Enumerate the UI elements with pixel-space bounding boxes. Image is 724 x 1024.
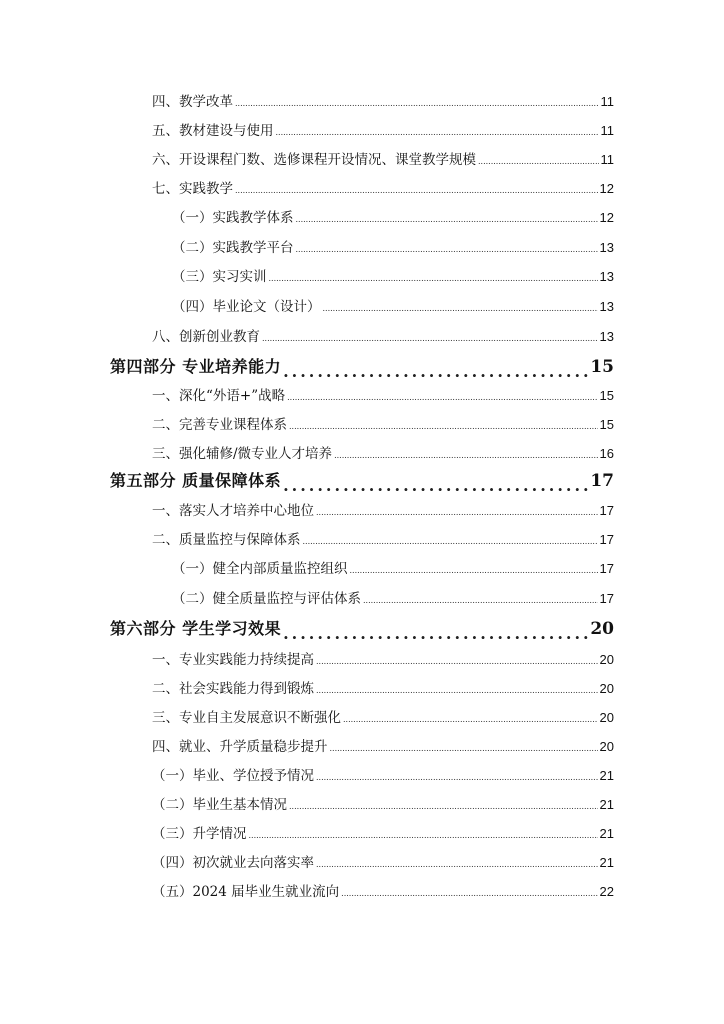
dot-leader [249,832,598,846]
toc-title: 八、创新创业教育 [152,329,260,345]
dot-leader [269,275,598,289]
dot-leader [316,687,598,701]
toc-title: 四、就业、升学质量稳步提升 [152,739,328,755]
dot-leader [276,129,599,143]
toc-part-heading[interactable] [0,466,614,496]
toc-page-number: 13 [599,299,614,314]
toc-entry[interactable] [0,706,614,730]
toc-entry[interactable] [0,148,614,172]
toc-entry[interactable] [0,587,614,611]
toc-entry[interactable] [0,499,614,523]
toc-entry[interactable] [0,648,614,672]
dot-leader [296,216,598,230]
dot-leader [478,158,599,172]
toc-entry[interactable] [0,793,614,817]
toc-entry[interactable] [0,413,614,437]
toc-part-heading[interactable] [0,614,614,644]
toc-page-number: 17 [599,591,614,606]
dot-leader [316,509,598,523]
toc-title: 二、质量监控与保障体系 [152,532,301,548]
toc-entry[interactable] [0,528,614,552]
toc-entry[interactable] [0,880,614,904]
toc-page-number: 15 [599,417,614,432]
dot-leader [289,803,598,817]
toc-title: （三）升学情况 [152,826,247,842]
dot-leader [316,861,598,875]
toc-entry[interactable] [0,177,614,201]
toc-title: （二）毕业生基本情况 [152,797,287,813]
toc-page-number: 20 [599,652,614,667]
toc-page-number: 21 [599,826,614,841]
toc-title: 六、开设课程门数、选修课程开设情况、课堂教学规模 [152,152,476,168]
toc-entry[interactable] [0,236,614,260]
toc-page-number: 12 [599,181,614,196]
dot-leader [341,890,597,904]
dot-leader [323,305,598,319]
toc-entry[interactable] [0,677,614,701]
toc-entry[interactable] [0,119,614,143]
dot-leader [283,478,588,496]
dot-leader [289,423,598,437]
toc-entry[interactable] [0,384,614,408]
dot-leader [303,538,598,552]
toc-page-number: 17 [599,561,614,576]
toc-page-number: 11 [600,152,614,167]
toc-title: （四）初次就业去向落实率 [152,855,314,871]
dot-leader [334,452,597,466]
toc-page-number: 20 [599,739,614,754]
dot-leader [287,394,597,408]
toc-title: 七、实践教学 [152,181,233,197]
dot-leader [330,745,598,759]
toc-entry[interactable] [0,295,614,319]
dot-leader [343,716,598,730]
toc-title: 第四部分 专业培养能力 [110,357,282,376]
toc-title: （四）毕业论文（设计） [172,299,321,315]
dot-leader [283,364,588,382]
dot-leader [316,774,598,788]
toc-title: 第五部分 质量保障体系 [110,471,282,490]
toc-page-number: 13 [599,269,614,284]
dot-leader [316,658,598,672]
toc-title: （五）2024 届毕业生就业流向 [152,884,340,900]
dot-leader [235,187,598,201]
toc-page-number: 11 [600,123,614,138]
toc-title: （二）健全质量监控与评估体系 [172,591,361,607]
toc-page-number: 20 [599,710,614,725]
toc-title: 一、专业实践能力持续提高 [152,652,314,668]
dot-leader [283,626,588,644]
toc-title: （二）实践教学平台 [172,240,294,256]
toc-title: 四、教学改革 [152,94,233,110]
toc-part-heading[interactable] [0,352,614,382]
toc-page-number: 22 [599,884,614,899]
toc-page-number: 17 [599,532,614,547]
toc-title: 三、专业自主发展意识不断强化 [152,710,341,726]
toc-page-number: 15 [599,388,614,403]
toc-entry[interactable] [0,325,614,349]
toc-title: 二、完善专业课程体系 [152,417,287,433]
toc-title: （三）实习实训 [172,269,267,285]
toc-page-number: 17 [599,503,614,518]
toc-title: 三、强化辅修/微专业人才培养 [152,446,333,462]
toc-page-number: 15 [590,357,614,377]
dot-leader [363,597,598,611]
toc-entry[interactable] [0,557,614,581]
dot-leader [262,335,598,349]
toc-title: 一、深化“外语+”战略 [152,388,286,404]
toc-title: （一）健全内部质量监控组织 [172,561,348,577]
toc-page-number: 11 [600,94,614,109]
toc-title: （一）毕业、学位授予情况 [152,768,314,784]
toc-entry[interactable] [0,206,614,230]
toc-page-number: 13 [599,329,614,344]
toc-page-number: 20 [599,681,614,696]
toc-page-number: 21 [599,797,614,812]
toc-title: 二、社会实践能力得到锻炼 [152,681,314,697]
dot-leader [235,100,599,114]
toc-entry[interactable] [0,764,614,788]
toc-entry[interactable] [0,851,614,875]
dot-leader [350,567,598,581]
toc-entry[interactable] [0,822,614,846]
toc-page-number: 12 [599,210,614,225]
toc-title: 第六部分 学生学习效果 [110,619,282,638]
toc-title: 五、教材建设与使用 [152,123,274,139]
toc-page-number: 21 [599,855,614,870]
toc-page-number: 20 [590,619,614,639]
toc-page-number: 13 [599,240,614,255]
toc-entry[interactable] [0,265,614,289]
toc-title: （一）实践教学体系 [172,210,294,226]
toc-entry[interactable] [0,735,614,759]
toc-page-number: 17 [590,471,614,491]
dot-leader [296,246,598,260]
toc-entry[interactable] [0,90,614,114]
toc-entry[interactable] [0,442,614,466]
toc-page-number: 21 [599,768,614,783]
toc-page-number: 16 [599,446,614,461]
toc-title: 一、落实人才培养中心地位 [152,503,314,519]
